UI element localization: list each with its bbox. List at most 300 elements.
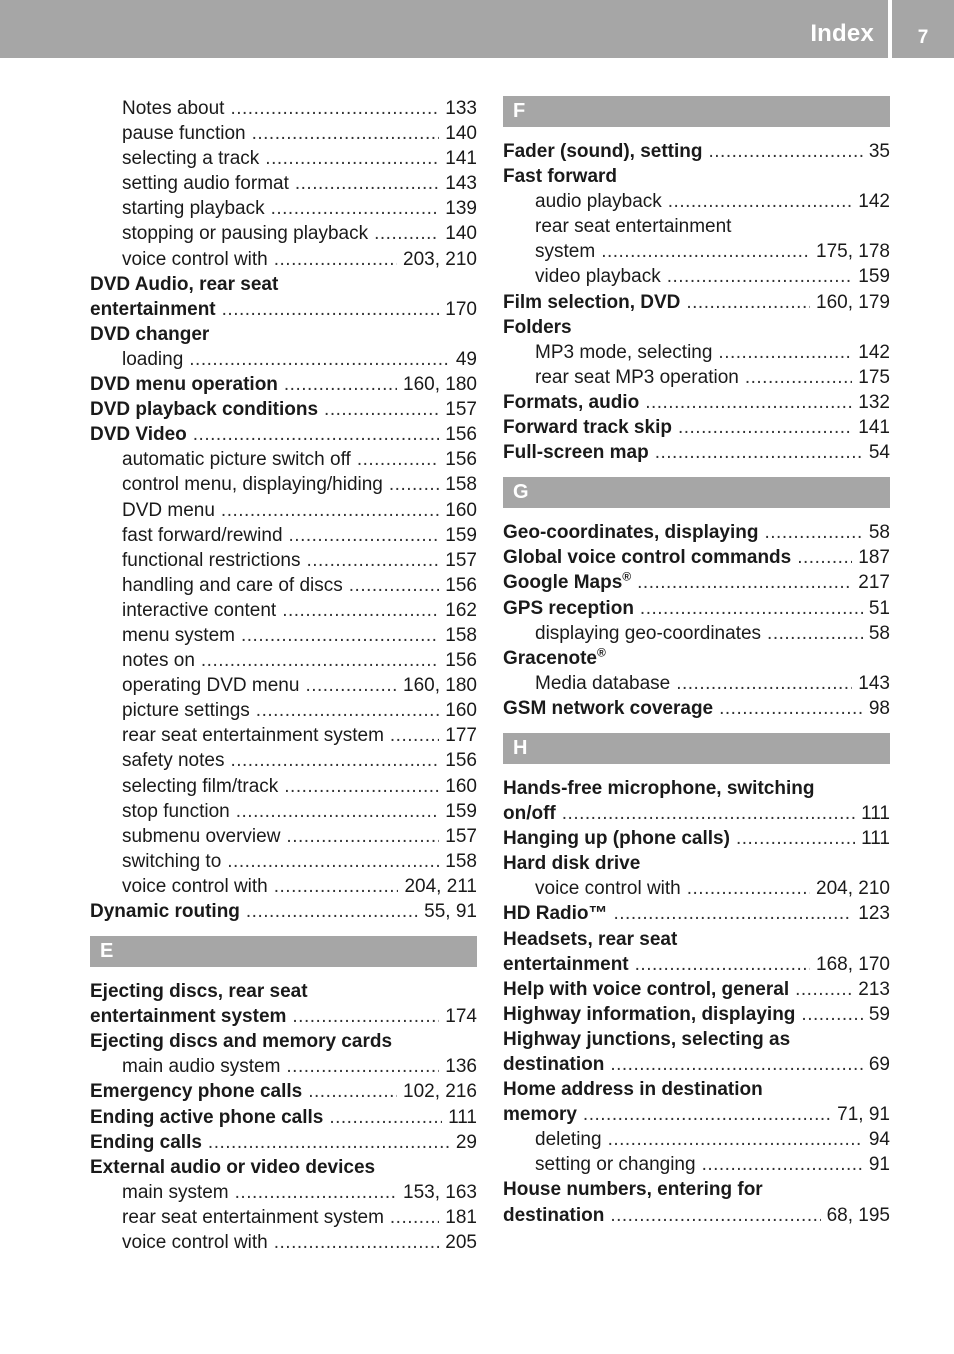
index-entry xyxy=(90,397,477,422)
index-subentry xyxy=(90,573,477,598)
leader-dots xyxy=(797,545,852,570)
page-ref: 58 xyxy=(868,522,890,544)
leader-dots xyxy=(284,774,439,799)
leader-dots xyxy=(687,876,810,901)
leader-dots xyxy=(583,1102,831,1127)
leader-dots xyxy=(189,347,450,372)
index-entry xyxy=(90,1029,477,1054)
index-subentry xyxy=(90,623,477,648)
leader-dots xyxy=(284,372,397,397)
leader-dots xyxy=(289,523,440,548)
entry-label: main system xyxy=(122,1181,229,1203)
page-ref: 156 xyxy=(445,574,477,596)
leader-dots xyxy=(324,397,439,422)
leader-dots xyxy=(676,671,852,696)
index-subentry xyxy=(90,598,477,623)
entry-label: setting audio format xyxy=(122,173,289,195)
index-subentry xyxy=(90,1205,477,1230)
entry-label: HD Radio™ xyxy=(503,903,608,925)
index-entry xyxy=(503,646,890,671)
page-ref: 204, 211 xyxy=(404,875,477,897)
leader-dots xyxy=(230,748,439,773)
entry-label: handling and care of discs xyxy=(122,574,343,596)
leader-dots xyxy=(601,239,810,264)
page-ref: 91 xyxy=(868,1154,890,1176)
entry-label: Highway information, displaying xyxy=(503,1003,796,1025)
index-entries-h xyxy=(503,776,890,1228)
index-entry xyxy=(503,1052,890,1077)
page-ref: 141 xyxy=(445,148,477,170)
entry-label: video playback xyxy=(535,266,661,288)
entry-label: Hanging up (phone calls) xyxy=(503,828,730,850)
entry-label: Forward track skip xyxy=(503,417,672,439)
index-entries-f xyxy=(503,139,890,465)
page-ref: 51 xyxy=(868,597,890,619)
leader-dots xyxy=(236,799,440,824)
index-entry xyxy=(503,696,890,721)
leader-dots xyxy=(389,472,439,497)
page-ref: 158 xyxy=(445,850,477,872)
index-subentry xyxy=(90,96,477,121)
entry-label: voice control with xyxy=(535,878,681,900)
page-ref: 203, 210 xyxy=(403,248,477,270)
page-header xyxy=(0,0,954,58)
entry-label: destination xyxy=(503,1054,605,1075)
index-entries-g xyxy=(503,520,890,721)
leader-dots xyxy=(668,189,853,214)
entry-label: DVD changer xyxy=(90,323,210,345)
index-entry xyxy=(90,979,477,1004)
entry-label: menu system xyxy=(122,624,235,646)
index-subentry xyxy=(90,1230,477,1255)
page-ref: 102, 216 xyxy=(403,1081,477,1103)
leader-dots xyxy=(686,290,810,315)
entry-label: Film selection, DVD xyxy=(503,291,681,313)
index-entry xyxy=(503,390,890,415)
index-entry xyxy=(503,1177,890,1202)
index-subentry xyxy=(503,264,890,289)
leader-dots xyxy=(256,698,440,723)
index-subentry xyxy=(90,472,477,497)
leader-dots xyxy=(286,824,439,849)
entry-label: Media database xyxy=(535,672,671,694)
index-entry xyxy=(503,801,890,826)
entry-label: Ejecting discs and memory cards xyxy=(90,1031,393,1053)
index-subentry xyxy=(90,121,477,146)
header-title: Index xyxy=(810,20,874,47)
index-subentry xyxy=(90,1180,477,1205)
entry-label: switching to xyxy=(122,850,222,872)
entry-label: audio playback xyxy=(535,191,662,213)
index-entry xyxy=(503,415,890,440)
leader-dots xyxy=(390,1205,439,1230)
page-ref: 123 xyxy=(858,903,890,925)
entry-label: selecting a track xyxy=(122,148,260,170)
entry-label: Global voice control commands xyxy=(503,547,792,569)
page-ref: 160 xyxy=(445,775,477,797)
entry-label: Home address in destination xyxy=(503,1079,763,1101)
index-entry xyxy=(503,1102,890,1127)
leader-dots xyxy=(252,121,440,146)
leader-dots xyxy=(610,1203,820,1228)
entry-label: Dynamic routing xyxy=(90,901,240,922)
entry-label: Help with voice control, general xyxy=(503,978,790,1000)
page-ref: 217 xyxy=(858,572,890,594)
page-ref: 156 xyxy=(445,650,477,672)
page-ref: 159 xyxy=(445,800,477,822)
page-ref: 59 xyxy=(868,1003,890,1025)
entry-label: entertainment system xyxy=(90,1006,287,1028)
index-entry xyxy=(503,570,890,595)
index-subentry xyxy=(90,874,477,899)
entry-label: operating DVD menu xyxy=(122,675,300,697)
page-ref: 133 xyxy=(445,98,477,119)
page-ref: 160, 179 xyxy=(816,291,890,313)
page-ref: 158 xyxy=(445,624,477,646)
index-subentry xyxy=(90,247,477,272)
entry-label: safety notes xyxy=(122,750,225,772)
index-entry xyxy=(503,851,890,876)
page-ref: 140 xyxy=(445,123,477,145)
entry-label: Headsets, rear seat xyxy=(503,928,678,950)
entry-label: rear seat entertainment system xyxy=(122,1206,384,1228)
index-subentry xyxy=(503,1152,890,1177)
leader-dots xyxy=(241,623,439,648)
index-subentry xyxy=(90,523,477,548)
entry-label: automatic picture switch off xyxy=(122,449,351,471)
page-ref: 158 xyxy=(445,474,477,496)
left-column xyxy=(90,96,477,1255)
leader-dots xyxy=(308,1079,397,1104)
entry-label: GSM network coverage xyxy=(503,697,714,719)
page-ref: 153, 163 xyxy=(403,1181,477,1203)
index-subentry xyxy=(503,1127,890,1152)
entry-label: GPS reception xyxy=(503,597,634,619)
entry-label: Folders xyxy=(503,316,572,338)
entry-label: Hands-free microphone, switching xyxy=(503,777,815,799)
leader-dots xyxy=(274,247,397,272)
page-ref: 160, 180 xyxy=(403,675,477,697)
index-subentry xyxy=(90,146,477,171)
entry-label: loading xyxy=(122,348,184,370)
leader-dots xyxy=(719,696,863,721)
leader-dots xyxy=(637,570,852,595)
entry-label: Highway junctions, selecting as xyxy=(503,1028,791,1050)
index-subentry xyxy=(503,876,890,901)
index-entry xyxy=(503,315,890,340)
leader-dots xyxy=(795,977,852,1002)
index-entry xyxy=(90,1105,477,1130)
index-subentry xyxy=(503,214,890,239)
entry-label: Ending active phone calls xyxy=(90,1106,324,1128)
page-ref: 142 xyxy=(858,341,890,363)
leader-dots xyxy=(349,573,440,598)
leader-dots xyxy=(640,596,863,621)
section-header-g: G xyxy=(503,477,890,508)
leader-dots xyxy=(286,1054,439,1079)
index-entry xyxy=(503,776,890,801)
page-ref: 58 xyxy=(868,622,890,644)
page-ref: 159 xyxy=(858,266,890,288)
entry-label: Hard disk drive xyxy=(503,853,641,875)
leader-dots xyxy=(562,801,855,826)
entry-label: Full-screen map xyxy=(503,442,649,464)
page-ref: 174 xyxy=(445,1006,477,1028)
page-ref: 132 xyxy=(858,391,890,413)
leader-dots xyxy=(745,365,852,390)
page-ref: 156 xyxy=(445,424,477,446)
leader-dots xyxy=(736,826,855,851)
index-subentry xyxy=(90,824,477,849)
index-entry xyxy=(90,1004,477,1029)
index-subentry xyxy=(90,548,477,573)
leader-dots xyxy=(678,415,852,440)
index-subentry xyxy=(90,171,477,196)
page-number: 7 xyxy=(917,27,929,48)
page-ref: 141 xyxy=(858,417,890,439)
leader-dots xyxy=(227,849,439,874)
page-ref: 29 xyxy=(455,1131,477,1153)
index-subentry xyxy=(90,799,477,824)
entry-label: voice control with xyxy=(122,1232,268,1254)
page-ref: 159 xyxy=(445,524,477,546)
index-entry xyxy=(90,272,477,297)
page-ref: 71, 91 xyxy=(837,1104,890,1126)
page-ref: 111 xyxy=(861,803,890,825)
entry-label: Fader (sound), setting xyxy=(503,141,703,162)
section-header-e: E xyxy=(90,936,477,967)
entry-label: Fast forward xyxy=(503,166,618,188)
index-subentry xyxy=(503,340,890,365)
index-entry xyxy=(503,164,890,189)
leader-dots xyxy=(274,874,399,899)
entry-label: selecting film/track xyxy=(122,775,279,797)
entry-label: Gracenote® xyxy=(503,645,606,669)
index-subentry xyxy=(90,648,477,673)
page-ref: 160, 180 xyxy=(403,374,477,396)
index-subentry xyxy=(90,748,477,773)
index-entry xyxy=(503,139,890,164)
leader-dots xyxy=(718,340,852,365)
index-subentry xyxy=(90,774,477,799)
entry-label: main audio system xyxy=(122,1056,281,1078)
entry-label: setting or changing xyxy=(535,1154,696,1176)
page-ref: 49 xyxy=(455,348,477,370)
index-subentry xyxy=(90,221,477,246)
leader-dots xyxy=(193,422,440,447)
entry-label: rear seat entertainment xyxy=(535,216,732,238)
page-ref: 157 xyxy=(445,549,477,571)
page-ref: 98 xyxy=(868,697,890,719)
entry-label: House numbers, entering for xyxy=(503,1179,763,1201)
leader-dots xyxy=(374,221,439,246)
page-ref: 94 xyxy=(868,1129,890,1151)
index-entry xyxy=(503,901,890,926)
index-entry xyxy=(503,952,890,977)
leader-dots xyxy=(390,723,439,748)
leader-dots xyxy=(801,1002,862,1027)
entry-label: Formats, audio xyxy=(503,391,640,413)
entry-label: Ejecting discs, rear seat xyxy=(90,981,308,1003)
entry-label: on/off xyxy=(503,803,556,825)
index-subentry xyxy=(503,671,890,696)
index-entry xyxy=(90,1079,477,1104)
index-subentry xyxy=(503,621,890,646)
entry-label: External audio or video devices xyxy=(90,1156,376,1178)
page-ref: 156 xyxy=(445,750,477,772)
entry-label: deleting xyxy=(535,1129,602,1151)
entry-label: Google Maps® xyxy=(503,570,632,594)
leader-dots xyxy=(329,1105,442,1130)
index-subentry xyxy=(90,447,477,472)
index-subentry xyxy=(90,723,477,748)
entry-label: fast forward/rewind xyxy=(122,524,283,546)
page-ref: 35 xyxy=(868,141,890,162)
entry-label: notes on xyxy=(122,650,195,672)
leader-dots xyxy=(608,1127,863,1152)
entry-label: DVD menu xyxy=(122,499,215,521)
entry-label: submenu overview xyxy=(122,825,281,847)
entry-label: pause function xyxy=(122,123,246,145)
page-ref: 55, 91 xyxy=(424,901,477,922)
entry-label: picture settings xyxy=(122,700,250,722)
page-ref: 213 xyxy=(858,978,890,1000)
index-entries-e xyxy=(90,979,477,1255)
entry-label: stop function xyxy=(122,800,230,822)
page-ref: 136 xyxy=(445,1056,477,1078)
index-subentry xyxy=(90,347,477,372)
page-ref: 139 xyxy=(445,198,477,220)
page-ref: 157 xyxy=(445,825,477,847)
leader-dots xyxy=(246,899,418,924)
entry-label: DVD playback conditions xyxy=(90,399,319,421)
leader-dots xyxy=(222,297,440,322)
entry-label: DVD menu operation xyxy=(90,374,278,396)
leader-dots xyxy=(235,1180,397,1205)
entry-label: destination xyxy=(503,1204,605,1226)
index-entry xyxy=(90,1130,477,1155)
entry-label: memory xyxy=(503,1104,577,1126)
page-ref: 177 xyxy=(445,725,477,747)
index-subentry xyxy=(90,673,477,698)
leader-dots xyxy=(271,196,440,221)
leader-dots xyxy=(702,1152,863,1177)
leader-dots xyxy=(709,139,863,164)
entry-label: control menu, displaying/hiding xyxy=(122,474,383,496)
page-ref: 175, 178 xyxy=(816,241,890,263)
index-entry xyxy=(503,520,890,545)
leader-dots xyxy=(767,621,863,646)
leader-dots xyxy=(201,648,439,673)
entry-label: MP3 mode, selecting xyxy=(535,341,713,363)
right-column xyxy=(503,96,890,1228)
page-ref: 157 xyxy=(445,399,477,421)
leader-dots xyxy=(645,390,852,415)
leader-dots xyxy=(292,1004,439,1029)
index-entries-d xyxy=(90,96,477,924)
section-header-h: H xyxy=(503,733,890,764)
index-subentry xyxy=(503,189,890,214)
page-ref: 181 xyxy=(445,1206,477,1228)
leader-dots xyxy=(610,1052,863,1077)
entry-label: system xyxy=(535,241,596,263)
entry-label: rear seat MP3 operation xyxy=(535,366,739,388)
entry-label: DVD Audio, rear seat xyxy=(90,273,279,295)
leader-dots xyxy=(282,598,439,623)
leader-dots xyxy=(667,264,853,289)
index-subentry xyxy=(90,698,477,723)
page-ref: 143 xyxy=(445,173,477,195)
entry-label: voice control with xyxy=(122,875,268,897)
index-entry xyxy=(503,545,890,570)
index-subentry xyxy=(90,1054,477,1079)
page-ref: 205 xyxy=(445,1232,477,1254)
entry-label: Notes about xyxy=(122,98,225,119)
index-entry xyxy=(90,1155,477,1180)
index-entry xyxy=(503,1027,890,1052)
index-entry xyxy=(503,440,890,465)
page-ref: 143 xyxy=(858,672,890,694)
leader-dots xyxy=(655,440,863,465)
page-ref: 187 xyxy=(858,547,890,569)
index-entry xyxy=(503,927,890,952)
page-ref: 111 xyxy=(448,1106,477,1128)
entry-label: voice control with xyxy=(122,248,268,270)
page-ref: 142 xyxy=(858,191,890,213)
index-subentry xyxy=(90,849,477,874)
page-ref: 168, 170 xyxy=(816,953,890,975)
leader-dots xyxy=(614,901,853,926)
page-ref: 69 xyxy=(868,1054,890,1075)
leader-dots xyxy=(635,952,810,977)
index-entry xyxy=(503,1077,890,1102)
index-entry xyxy=(503,1203,890,1228)
index-entry xyxy=(503,1002,890,1027)
leader-dots xyxy=(306,548,439,573)
leader-dots xyxy=(305,673,397,698)
index-entry xyxy=(90,422,477,447)
leader-dots xyxy=(295,171,439,196)
leader-dots xyxy=(274,1230,440,1255)
page-ref: 156 xyxy=(445,449,477,471)
page-ref: 170 xyxy=(445,298,477,320)
index-subentry xyxy=(90,498,477,523)
entry-label: displaying geo-coordinates xyxy=(535,622,762,644)
leader-dots xyxy=(265,146,439,171)
entry-label: entertainment xyxy=(90,298,216,320)
index-subentry xyxy=(90,196,477,221)
leader-dots xyxy=(765,520,863,545)
section-header-f: F xyxy=(503,96,890,127)
page-ref: 160 xyxy=(445,499,477,521)
index-entry xyxy=(90,297,477,322)
leader-dots xyxy=(221,498,439,523)
index-subentry xyxy=(503,365,890,390)
entry-label: DVD Video xyxy=(90,424,187,446)
registered-mark: ® xyxy=(596,645,606,660)
page-ref: 204, 210 xyxy=(816,878,890,900)
entry-label: Ending calls xyxy=(90,1131,202,1153)
page-ref: 175 xyxy=(858,366,890,388)
page-ref: 111 xyxy=(861,828,890,850)
entry-label: interactive content xyxy=(122,599,277,621)
entry-label: functional restrictions xyxy=(122,549,301,571)
leader-dots xyxy=(357,447,439,472)
index-subentry xyxy=(503,239,890,264)
entry-label: Emergency phone calls xyxy=(90,1081,303,1103)
entry-label: Geo-coordinates, displaying xyxy=(503,522,759,544)
leader-dots xyxy=(230,96,439,121)
